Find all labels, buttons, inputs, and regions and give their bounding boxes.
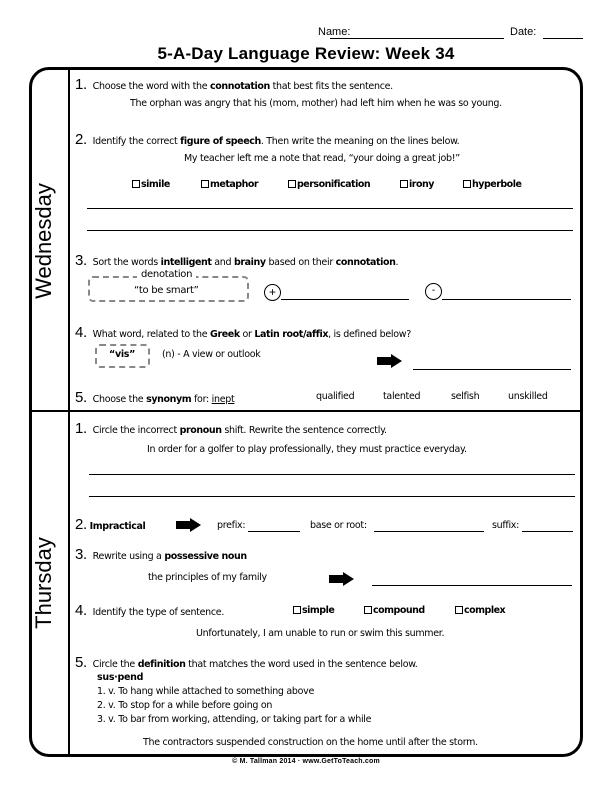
day-column-divider [68, 68, 70, 756]
negative-connotation-icon: - [425, 283, 442, 300]
negative-connotation-line[interactable] [442, 299, 571, 300]
thu-q5-sentence: The contractors suspended construction on the home until after the storm. [143, 737, 478, 748]
thu-q3-answer-line[interactable] [372, 585, 572, 586]
prefix-label: prefix: [217, 520, 246, 531]
definition-2[interactable]: 2. v. To stop for a while before going on [97, 700, 273, 711]
thu-q1-prompt: 1. Circle the incorrect pronoun shift. Rewrite the sentence correctly. [75, 420, 387, 437]
root-label: base or root: [310, 520, 367, 531]
date-field[interactable] [543, 38, 583, 39]
wed-q2-answer-line-2[interactable] [87, 230, 573, 231]
thu-q4-sentence: Unfortunately, I am unable to run or swim this summer. [196, 628, 445, 639]
denotation-box-value: “to be smart” [134, 285, 199, 296]
synonym-choice-selfish[interactable]: selfish [451, 391, 480, 402]
thu-q1-sentence[interactable]: In order for a golfer to play professionally, they must practice everyday. [147, 444, 467, 455]
thu-q5-prompt: 5. Circle the definition that matches the word used in the sentence below. [75, 654, 418, 671]
wed-q2-prompt: 2. Identify the correct figure of speech. Then write the meaning on the lines below. [75, 131, 460, 148]
checkbox-metaphor[interactable]: metaphor [201, 179, 258, 190]
denotation-box-title: denotation [137, 269, 196, 280]
thu-q3-prompt: 3. Rewrite using a possessive noun [75, 546, 247, 563]
wed-q5-prompt: 5. Choose the synonym for: inept [75, 389, 235, 406]
arrow-right-icon [377, 354, 403, 368]
synonym-choice-talented[interactable]: talented [383, 391, 421, 402]
checkbox-icon [455, 606, 463, 614]
wed-q4-answer-line[interactable] [413, 369, 571, 370]
checkbox-icon [400, 180, 408, 188]
positive-connotation-line[interactable] [281, 299, 409, 300]
wed-q1-sentence[interactable]: The orphan was angry that his (mom, mother) had left him when he was so young. [130, 98, 502, 109]
thu-q4-prompt: 4. Identify the type of sentence. [75, 602, 225, 619]
checkbox-simple[interactable]: simple [293, 605, 334, 616]
synonym-choice-qualified[interactable]: qualified [316, 391, 355, 402]
name-field[interactable] [330, 38, 504, 39]
checkbox-icon [201, 180, 209, 188]
root-word: “vis” [109, 349, 136, 360]
suffix-field[interactable] [522, 531, 573, 532]
arrow-right-icon [176, 518, 202, 532]
copyright-footer: © M. Tallman 2014 · www.GetToTeach.com [232, 758, 380, 765]
checkbox-hyperbole[interactable]: hyperbole [463, 179, 521, 190]
checkbox-icon [463, 180, 471, 188]
definition-1[interactable]: 1. v. To hang while attached to something above [97, 686, 315, 697]
checkbox-personification[interactable]: personification [288, 179, 370, 190]
prefix-field[interactable] [248, 531, 300, 532]
thu-q1-answer-line-2[interactable] [89, 496, 575, 497]
root-definition: (n) - A view or outlook [162, 349, 261, 360]
headword: sus·pend [97, 672, 144, 683]
day-label-thursday: Thursday [31, 537, 56, 629]
wed-q1-prompt: 1. Choose the word with the connotation that best fits the sentence. [75, 76, 393, 93]
synonym-choice-unskilled[interactable]: unskilled [508, 391, 548, 402]
checkbox-icon [132, 180, 140, 188]
checkbox-icon [293, 606, 301, 614]
wed-q3-prompt: 3. Sort the words intelligent and brainy based on their connotation. [75, 252, 399, 269]
suffix-label: suffix: [492, 520, 520, 531]
checkbox-irony[interactable]: irony [400, 179, 434, 190]
definition-3[interactable]: 3. v. To bar from working, attending, or taking part for a while [97, 714, 372, 725]
thu-q1-answer-line-1[interactable] [89, 474, 575, 475]
date-label: Date: [510, 26, 537, 38]
page-title: 5-A-Day Language Review: Week 34 [157, 44, 455, 63]
positive-connotation-icon: + [264, 284, 281, 301]
checkbox-icon [364, 606, 372, 614]
checkbox-complex[interactable]: complex [455, 605, 505, 616]
wed-q2-sentence: My teacher left me a note that read, “your doing a great job!” [184, 153, 460, 164]
wed-q4-prompt: 4. What word, related to the Greek or Latin root/affix, is defined below? [75, 324, 411, 341]
checkbox-icon [288, 180, 296, 188]
day-label-wednesday: Wednesday [31, 183, 56, 299]
name-label: Name: [318, 26, 351, 38]
checkbox-compound[interactable]: compound [364, 605, 425, 616]
root-field[interactable] [374, 531, 484, 532]
checkbox-simile[interactable]: simile [132, 179, 170, 190]
day-section-divider [31, 410, 581, 412]
thu-q3-phrase: the principles of my family [148, 572, 267, 583]
wed-q2-answer-line-1[interactable] [87, 208, 573, 209]
arrow-right-icon [329, 572, 355, 586]
thu-q2-word: 2. Impractical [75, 516, 146, 533]
